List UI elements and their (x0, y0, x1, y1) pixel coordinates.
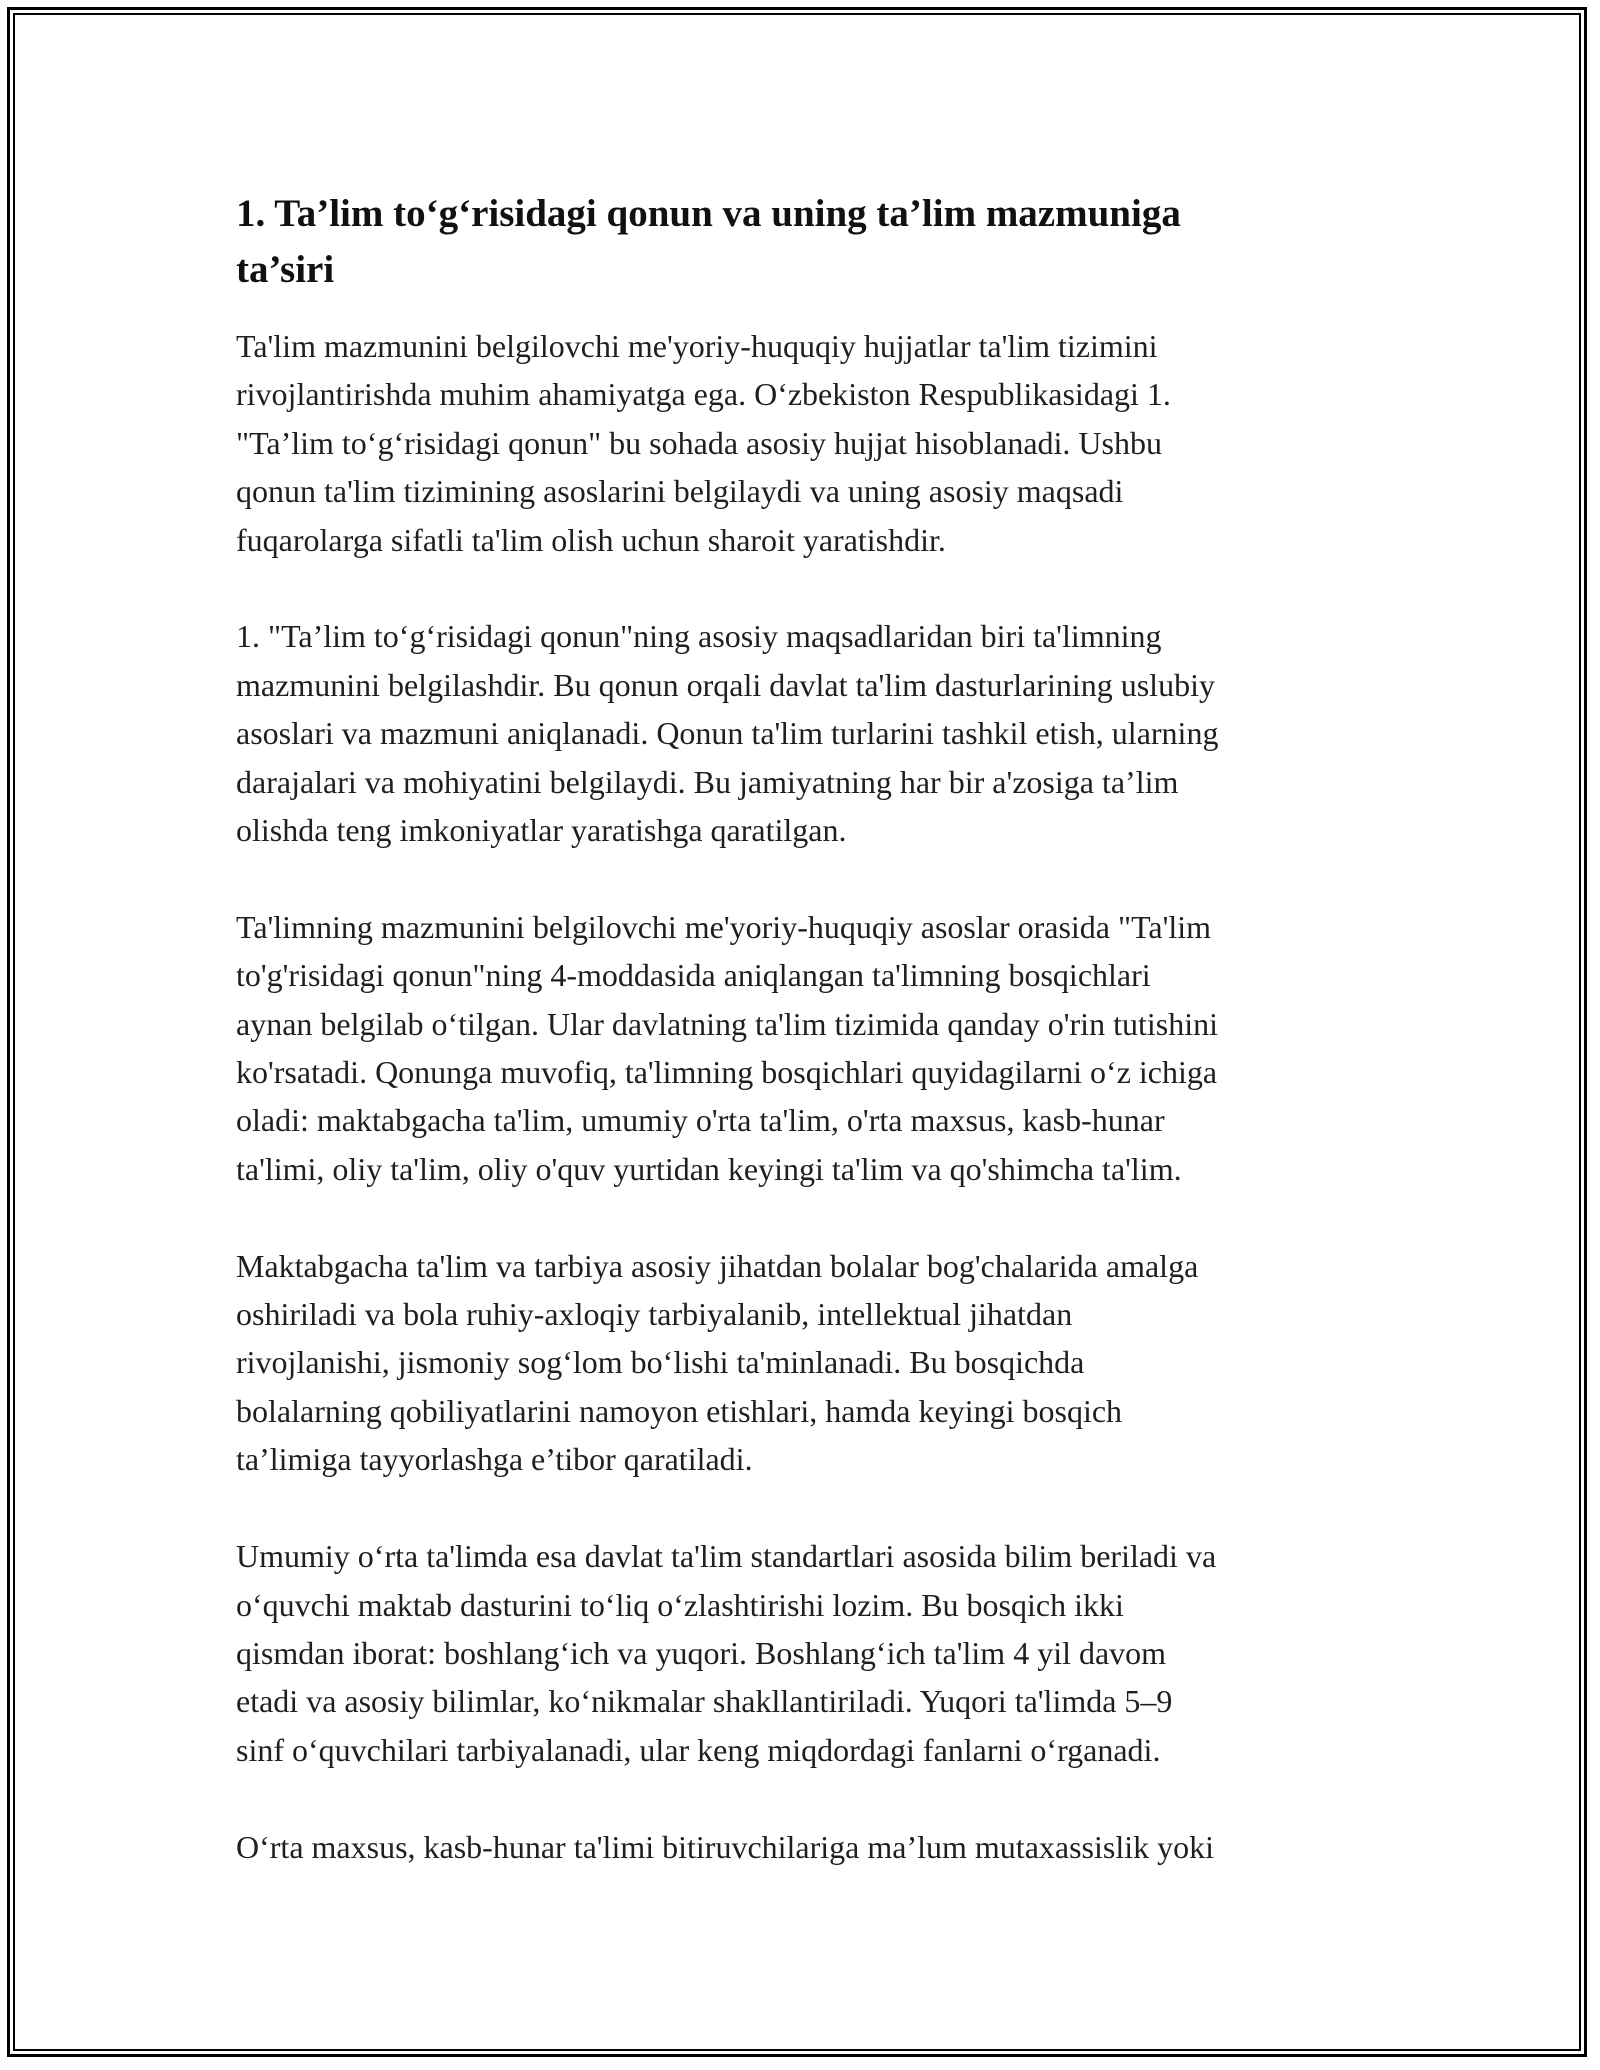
paragraph (236, 903, 1371, 1193)
paragraph-line: sinf o‘quvchilari tarbiyalanadi, ular keng miqdordagi fanlarni o‘rganadi. (236, 1731, 1161, 1768)
paragraph-line: o‘quvchi maktab dasturini to‘liq o‘zlashtirishi lozim. Bu bosqich ikki (236, 1586, 1124, 1623)
paragraph-line: ta'limi, oliy ta'lim, oliy o'quv yurtidan keyingi ta'lim va qo'shimcha ta'lim. (236, 1150, 1182, 1187)
heading-line: 1. Ta’lim to‘g‘risidagi qonun va uning ta’lim mazmuniga (236, 192, 1181, 235)
paragraph (236, 1242, 1371, 1484)
paragraph-line: rivojlantirishda muhim ahamiyatga ega. O‘zbekiston Respublikasidagi 1. (236, 376, 1171, 413)
paragraph-line: oshiriladi va bola ruhiy-axloqiy tarbiyalanib, intellektual jihatdan (236, 1296, 1073, 1333)
paragraph-line: fuqarolarga sifatli ta'lim olish uchun sharoit yaratishdir. (236, 521, 946, 558)
paragraph-line: bolalarning qobiliyatlarini namoyon etishlari, hamda keyingi bosqich (236, 1392, 1123, 1429)
paragraph-list (236, 322, 1371, 1871)
paragraph-line: darajalari va mohiyatini belgilaydi. Bu jamiyatning har bir a'zosiga ta’lim (236, 763, 1179, 800)
paragraph-line: asoslari va mazmuni aniqlanadi. Qonun ta'lim turlarini tashkil etish, ularning (236, 715, 1219, 752)
paragraph-line: etadi va asosiy bilimlar, ko‘nikmalar shakllantiriladi. Yuqori ta'limda 5–9 (236, 1683, 1173, 1720)
paragraph-line: Ta'limning mazmunini belgilovchi me'yoriy-huquqiy asoslar orasida "Ta'lim (236, 908, 1212, 945)
paragraph-line: mazmunini belgilashdir. Bu qonun orqali davlat ta'lim dasturlarining uslubiy (236, 666, 1215, 703)
paragraph-line: olishda teng imkoniyatlar yaratishga qaratilgan. (236, 812, 847, 849)
paragraph-line: O‘rta maxsus, kasb-hunar ta'limi bitiruvchilariga ma’lum mutaxassislik yoki (236, 1828, 1215, 1865)
paragraph-line: ko'rsatadi. Qonunga muvofiq, ta'limning bosqichlari quyidagilarni o‘z ichiga (236, 1054, 1218, 1091)
section-heading (236, 186, 1371, 298)
paragraph (236, 1823, 1371, 1871)
paragraph-line: Umumiy o‘rta ta'limda esa davlat ta'lim standartlari asosida bilim beriladi va (236, 1538, 1217, 1575)
paragraph-line: Maktabgacha ta'lim va tarbiya asosiy jihatdan bolalar bog'chalarida amalga (236, 1247, 1199, 1284)
heading-line: ta’siri (236, 248, 335, 291)
paragraph-line: qonun ta'lim tizimining asoslarini belgilaydi va uning asosiy maqsadi (236, 473, 1124, 510)
paragraph-line: rivojlanishi, jismoniy sog‘lom bo‘lishi ta'minlanadi. Bu bosqichda (236, 1344, 1085, 1381)
paragraph-line: ta’limiga tayyorlashga e’tibor qaratiladi. (236, 1441, 753, 1478)
paragraph (236, 322, 1371, 564)
paragraph-line: Ta'lim mazmunini belgilovchi me'yoriy-huquqiy hujjatlar ta'lim tizimini (236, 328, 1158, 364)
paragraph-line: to'g'risidagi qonun"ning 4-moddasida aniqlangan ta'limning bosqichlari (236, 957, 1151, 994)
paragraph-line: 1. "Ta’lim to‘g‘risidagi qonun"ning asosiy maqsadlaridan biri ta'limning (236, 618, 1162, 655)
paragraph-line: oladi: maktabgacha ta'lim, umumiy o'rta ta'lim, o'rta maxsus, kasb-hunar (236, 1102, 1165, 1139)
paragraph (236, 1532, 1371, 1774)
paragraph-line: "Ta’lim to‘g‘risidagi qonun" bu sohada asosiy hujjat hisoblanadi. Ushbu (236, 424, 1162, 461)
paragraph-line: aynan belgilab o‘tilgan. Ular davlatning ta'lim tizimida qanday o'rin tutishini (236, 1005, 1218, 1042)
paragraph (236, 612, 1371, 854)
document-body (236, 186, 1371, 1919)
paragraph-line: qismdan iborat: boshlang‘ich va yuqori. Boshlang‘ich ta'lim 4 yil davom (236, 1634, 1167, 1671)
